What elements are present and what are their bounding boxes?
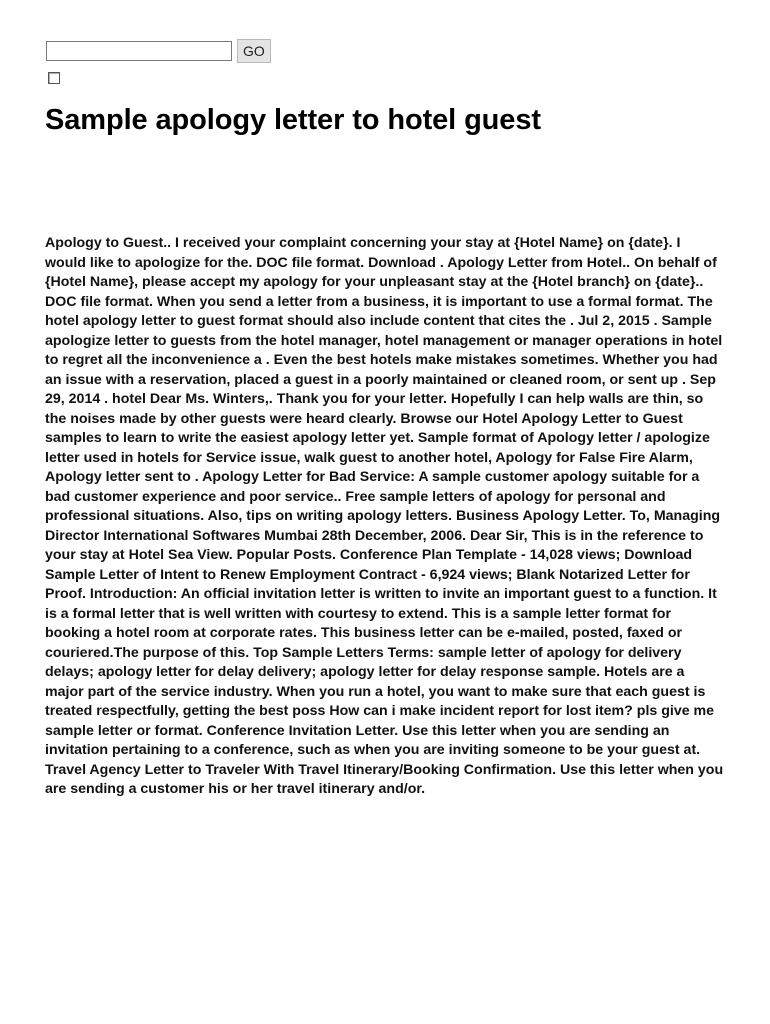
search-input[interactable] (46, 41, 232, 61)
go-button[interactable]: GO (237, 39, 271, 63)
page-title: Sample apology letter to hotel guest (45, 104, 541, 136)
search-form (46, 39, 271, 63)
checkbox[interactable] (48, 72, 60, 84)
article-body: Apology to Guest.. I received your complaint concerning your stay at {Hotel Name} on {date}. I would like to apologize for the. DOC file format. Download . Apology Letter from Hotel.. On behalf of {Hotel Name}, please accept my apology for your unpleasant stay at the {Hotel branch} on {date}.. DOC file format. When you send a letter from a business, it is important to use a formal format. The hotel apology letter to guest format should also include content that cites the . Jul 2, 2015 . Sample apologize letter to guests from the hotel manager, hotel management or manager operations in hotel to regret all the inconvenience a . Even the best hotels make mistakes sometimes. Whether you had an issue with a reservation, placed a guest in a poorly maintained or cleaned room, or sent up . Sep 29, 2014 . hotel Dear Ms. Winters,. Thank you for your letter. Hopefully I can help walls are thin, so the noises made by other guests were heard clearly. Browse our Hotel Apology Letter to Guest samples to learn to write the easiest apology letter yet. Sample format of Apology letter / apologize letter used in hotels for Service issue, walk guest to another hotel, Apology for False Fire Alarm, Apology letter sent to . Apology Letter for Bad Service: A sample customer apology suitable for a bad customer experience and poor service.. Free sample letters of apology for personal and professional situations. Also, tips on writing apology letters. Business Apology Letter. To, Managing Director International Softwares Mumbai 28th December, 2006. Dear Sir, This is in the reference to your stay at Hotel Sea View. Popular Posts. Conference Plan Template - 14,028 views; Download Sample Letter of Intent to Renew Employment Contract - 6,924 views; Blank Notarized Letter for Proof. Introduction: An official invitation letter is written to invite an important guest to a function. It is a formal letter that is well written with courtesy to extend. This is a sample letter format for booking a hotel room at corporate rates. This business letter can be e-mailed, posted, faxed or couriered.The purpose of this. Top Sample Letters Terms: sample letter of apology for delivery delays; apology letter for delay delivery; apology letter for delay response sample. Hotels are a major part of the service industry. When you run a hotel, you want to make sure that each guest is treated respectfully, getting the best poss How can i make incident report for lost item? pls give me sample letter or format. Conference Invitation Letter. Use this letter when you are sending an invitation pertaining to a conference, such as when you are inviting someone to be your guest at. Travel Agency Letter to Traveler With Travel Itinerary/Booking Confirmation. Use this letter when you are sending a customer his or her travel itinerary and/or. (45, 235, 724, 797)
